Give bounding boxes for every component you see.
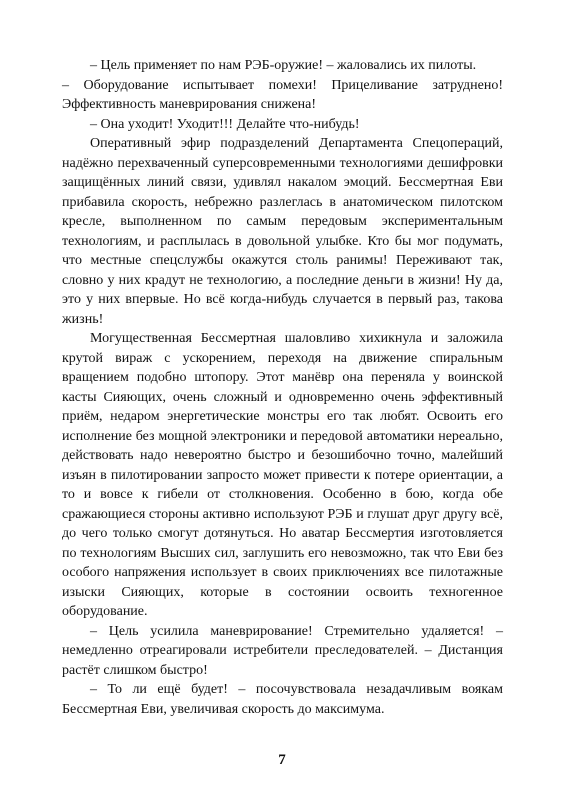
page-number: 7 [278, 752, 286, 768]
narrative-paragraph-2: Могущественная Бессмертная шаловливо хихикнула и заложила крутой вираж с ускорением, переходя на движение спиральным вращением подобно штопору. Этот манёвр она переняла у воинской касты Сияющих, очень сложный и одновременно очень эффективный приём, недаром энергетические монстры его так любят. Освоить его исполнение без мощной электроники и передовой автоматики нереально, действовать надо невероятно быстро и безошибочно точно, малейший изъян в пилотировании запросто может привести к потере ориентации, а то и вовсе к гибели от столкновения. Особенно в бою, когда обе сражающиеся стороны активно используют РЭБ и глушат друг другу всё, до чего только смогут дотянуться. Но аватар Бессмертия изготовляется по технологиям Высших сил, заглушить его невозможно, так что Еви без особого напряжения использует в своих приключениях все пилотажные изыски Сияющих, которые в состоянии освоить техногенное оборудование. [62, 331, 503, 619]
dialogue-line-3: – Она уходит! Уходит!!! Делайте что-нибудь! [90, 116, 360, 132]
dialogue-line-2: – Оборудование испытывает помехи! Прицеливание затруднено! Эффективность маневрирования снижена! [62, 77, 503, 112]
dialogue-line-1: – Цель применяет по нам РЭБ-оружие! – жаловались их пилоты. [90, 58, 477, 73]
page-body [62, 56, 503, 719]
dialogue-line-4: – Цель усилила маневрирование! Стремительно удаляется! – немедленно отреагировали истребители преследователей. – Дистанция растёт слишком быстро! [62, 623, 503, 678]
narrative-paragraph-1: Оперативный эфир подразделений Департамента Спецопераций, надёжно перехваченный суперсовременными технологиями дешифровки защищённых линий связи, удивлял накалом эмоций. Бессмертная Еви прибавила скорость, небрежно разлеглась в анатомическом пилотском кресле, выполненном по самым передовым экспериментальным технологиям, и расплылась в довольной улыбке. Кто бы мог подумать, что местные спецслужбы окажутся столь ранимы! Переживают так, словно у них крадут не технологию, а последние деньги в жизни! Ну да, это у них впервые. Но всё когда-нибудь случается в первый раз, такова жизнь! [62, 136, 503, 327]
dialogue-line-5: – То ли ещё будет! – посочувствовала незадачливым воякам Бессмертная Еви, увеличивая скорость до максимума. [62, 682, 503, 717]
